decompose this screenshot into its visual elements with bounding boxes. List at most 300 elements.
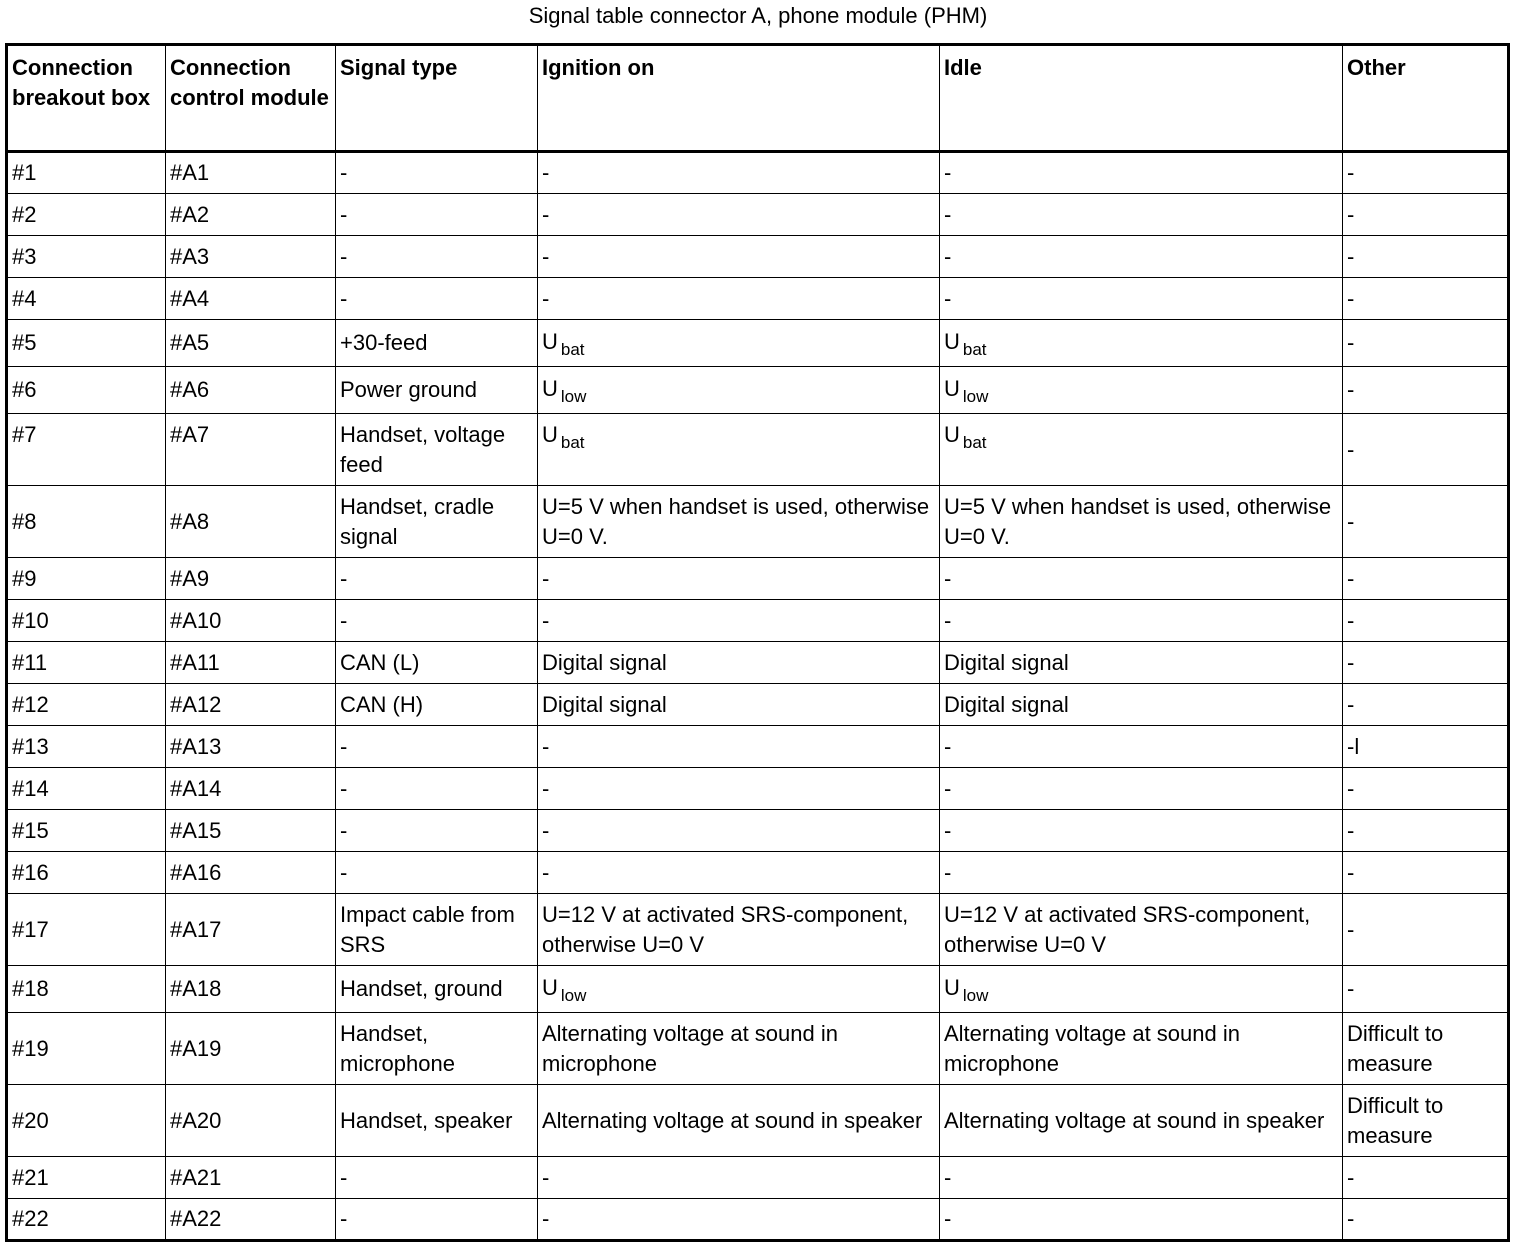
cell-control-module-text: #A7 [170, 422, 210, 447]
cell-control-module-text: #A18 [170, 976, 222, 1001]
cell-signal-type [336, 414, 538, 486]
cell-control-module [166, 194, 336, 236]
cell-ignition-on-text: Digital signal [542, 691, 667, 717]
cell-control-module-text: #A11 [170, 649, 220, 675]
cell-breakout-box [7, 367, 166, 414]
table-row [7, 152, 1509, 194]
cell-signal-type [336, 810, 538, 852]
cell-breakout-box-text: #18 [12, 976, 49, 1001]
cell-idle-subscript: bat [962, 340, 987, 359]
table-row [7, 367, 1509, 414]
cell-signal-type [336, 642, 538, 684]
col-header-control-module: Connection control module [166, 45, 336, 152]
cell-ignition-on [538, 194, 940, 236]
cell-control-module-text: #A22 [170, 1206, 222, 1231]
cell-breakout-box-text: #6 [12, 377, 37, 402]
cell-other-text: - [1347, 330, 1355, 355]
cell-other-text: - [1347, 160, 1355, 185]
cell-other [1343, 684, 1509, 726]
cell-control-module [166, 966, 336, 1013]
cell-signal-type-text: Handset, ground [340, 976, 503, 1001]
cell-ignition-on-text: U=5 V when handset is used, otherwise U=0 V. [542, 493, 930, 549]
cell-ignition-on [538, 894, 940, 966]
cell-breakout-box-text: #8 [12, 508, 37, 534]
table-row [7, 278, 1509, 320]
cell-signal-type-text: - [340, 1206, 348, 1231]
cell-other-text: - [1347, 817, 1355, 843]
cell-control-module-text: #A6 [170, 377, 210, 402]
cell-ignition-on-text: U [542, 376, 558, 401]
cell-other [1343, 642, 1509, 684]
cell-breakout-box [7, 1085, 166, 1157]
cell-signal-type-text: Power ground [340, 377, 477, 402]
cell-signal-type-text: Handset, microphone [340, 1020, 455, 1076]
cell-control-module-text: #A16 [170, 859, 222, 885]
cell-breakout-box [7, 414, 166, 486]
cell-signal-type-text: Handset, voltage feed [340, 422, 506, 477]
cell-control-module [166, 768, 336, 810]
table-row [7, 768, 1509, 810]
cell-idle-text: Digital signal [944, 691, 1069, 717]
cell-other [1343, 1157, 1509, 1199]
cell-control-module [166, 894, 336, 966]
cell-breakout-box-text: #20 [12, 1107, 49, 1133]
cell-breakout-box [7, 894, 166, 966]
cell-other-text: - [1347, 508, 1355, 534]
cell-signal-type [336, 894, 538, 966]
cell-idle-text: U [944, 422, 960, 447]
cell-control-module [166, 684, 336, 726]
cell-control-module-text: #A8 [170, 508, 210, 534]
cell-breakout-box [7, 852, 166, 894]
cell-breakout-box-text: #11 [12, 649, 48, 675]
cell-signal-type-text: - [340, 160, 348, 185]
table-row [7, 600, 1509, 642]
cell-breakout-box-text: #3 [12, 243, 37, 269]
cell-ignition-on-text: - [542, 733, 550, 759]
cell-idle-text: - [944, 243, 952, 269]
cell-idle-text: - [944, 160, 952, 185]
cell-idle [940, 558, 1343, 600]
table-row [7, 966, 1509, 1013]
cell-breakout-box [7, 320, 166, 367]
page-title: Signal table connector A, phone module (PHM) [528, 3, 988, 28]
cell-other-text: - [1347, 377, 1355, 402]
cell-idle [940, 768, 1343, 810]
cell-idle-text: Alternating voltage at sound in speaker [944, 1107, 1325, 1133]
cell-idle [940, 1085, 1343, 1157]
cell-control-module [166, 367, 336, 414]
cell-breakout-box [7, 768, 166, 810]
cell-breakout-box [7, 1157, 166, 1199]
cell-idle [940, 684, 1343, 726]
cell-idle-text: - [944, 201, 952, 227]
table-row [7, 414, 1509, 486]
cell-other-text: -l [1347, 733, 1360, 759]
cell-signal-type [336, 367, 538, 414]
cell-control-module-text: #A1 [170, 160, 210, 185]
cell-idle [940, 1157, 1343, 1199]
cell-idle-subscript: bat [962, 433, 987, 452]
table-row [7, 1085, 1509, 1157]
col-header-signal-type: Signal type [336, 45, 538, 152]
cell-control-module [166, 486, 336, 558]
cell-idle-text: - [944, 817, 952, 843]
cell-other [1343, 726, 1509, 768]
table-row [7, 894, 1509, 966]
cell-other [1343, 768, 1509, 810]
cell-ignition-on [538, 278, 940, 320]
cell-breakout-box [7, 152, 166, 194]
table-row [7, 810, 1509, 852]
cell-ignition-on-text: - [542, 607, 550, 633]
table-row [7, 852, 1509, 894]
cell-idle [940, 600, 1343, 642]
cell-control-module-text: #A9 [170, 565, 210, 591]
cell-signal-type [336, 558, 538, 600]
cell-idle-text: U [944, 329, 960, 354]
cell-control-module [166, 1013, 336, 1085]
cell-idle [940, 1199, 1343, 1241]
cell-control-module-text: #A4 [170, 285, 210, 311]
cell-ignition-on-subscript: low [560, 387, 587, 406]
table-row [7, 726, 1509, 768]
cell-other [1343, 1085, 1509, 1157]
cell-other-text: Difficult to measure [1347, 1020, 1444, 1076]
cell-signal-type-text: CAN (L) [340, 649, 420, 675]
cell-control-module-text: #A14 [170, 775, 222, 801]
cell-idle [940, 966, 1343, 1013]
cell-signal-type-text: - [340, 817, 348, 843]
cell-breakout-box-text: #12 [12, 691, 49, 717]
cell-idle-text: - [944, 565, 952, 591]
cell-other-text: - [1347, 691, 1355, 717]
cell-signal-type [336, 852, 538, 894]
cell-ignition-on-subscript: bat [560, 340, 585, 359]
cell-ignition-on-text: U=12 V at activated SRS-component, otherwise U=0 V [542, 901, 909, 957]
table-row [7, 642, 1509, 684]
cell-idle [940, 367, 1343, 414]
cell-breakout-box [7, 810, 166, 852]
cell-idle-text: U [944, 376, 960, 401]
cell-signal-type [336, 1085, 538, 1157]
cell-other-text: - [1347, 1206, 1355, 1231]
cell-ignition-on-text: U [542, 422, 558, 447]
cell-other-text: - [1347, 976, 1355, 1001]
cell-idle [940, 320, 1343, 367]
cell-breakout-box [7, 486, 166, 558]
cell-breakout-box [7, 684, 166, 726]
cell-control-module [166, 278, 336, 320]
table-row [7, 236, 1509, 278]
cell-breakout-box [7, 558, 166, 600]
cell-idle [940, 726, 1343, 768]
cell-idle-text: U=5 V when handset is used, otherwise U=0 V. [944, 493, 1332, 549]
cell-other-text: - [1347, 649, 1355, 675]
cell-signal-type [336, 600, 538, 642]
cell-signal-type [336, 768, 538, 810]
cell-signal-type-text: Handset, speaker [340, 1107, 513, 1133]
cell-breakout-box [7, 642, 166, 684]
cell-control-module [166, 558, 336, 600]
col-header-breakout-box: Connection breakout box [7, 45, 166, 152]
cell-signal-type [336, 320, 538, 367]
cell-signal-type-text: - [340, 733, 348, 759]
table-row [7, 684, 1509, 726]
cell-other [1343, 600, 1509, 642]
cell-ignition-on-text: - [542, 243, 550, 269]
cell-control-module [166, 414, 336, 486]
cell-idle-text: - [944, 1164, 952, 1190]
cell-breakout-box [7, 1013, 166, 1085]
cell-signal-type-text: - [340, 859, 348, 885]
cell-ignition-on-text: Alternating voltage at sound in microphone [542, 1020, 838, 1076]
cell-other [1343, 320, 1509, 367]
cell-ignition-on [538, 367, 940, 414]
cell-signal-type [336, 966, 538, 1013]
cell-signal-type [336, 726, 538, 768]
cell-control-module-text: #A21 [170, 1164, 222, 1190]
cell-ignition-on [538, 852, 940, 894]
cell-other-text: - [1347, 607, 1355, 633]
cell-ignition-on-text: Alternating voltage at sound in speaker [542, 1107, 923, 1133]
cell-idle-text: U [944, 975, 960, 1000]
cell-control-module [166, 1085, 336, 1157]
cell-ignition-on [538, 558, 940, 600]
cell-control-module-text: #A12 [170, 691, 222, 717]
cell-breakout-box [7, 278, 166, 320]
cell-idle [940, 810, 1343, 852]
cell-breakout-box-text: #22 [12, 1206, 49, 1231]
cell-control-module [166, 236, 336, 278]
cell-signal-type-text: - [340, 285, 348, 311]
table-row [7, 1013, 1509, 1085]
cell-control-module [166, 1157, 336, 1199]
cell-idle [940, 194, 1343, 236]
cell-signal-type [336, 1013, 538, 1085]
cell-ignition-on-text: - [542, 285, 550, 311]
table-row [7, 486, 1509, 558]
cell-control-module-text: #A15 [170, 817, 222, 843]
cell-ignition-on-text: U [542, 975, 558, 1000]
cell-ignition-on-text: - [542, 201, 550, 227]
cell-signal-type-text: - [340, 1164, 348, 1190]
cell-other-text: - [1347, 859, 1355, 885]
cell-breakout-box-text: #21 [12, 1164, 49, 1190]
cell-idle-text: - [944, 1206, 952, 1231]
cell-ignition-on [538, 152, 940, 194]
cell-signal-type [336, 152, 538, 194]
cell-idle-text: - [944, 733, 952, 759]
cell-signal-type-text: - [340, 607, 348, 633]
cell-idle [940, 152, 1343, 194]
cell-breakout-box-text: #5 [12, 330, 37, 355]
cell-idle [940, 278, 1343, 320]
cell-breakout-box-text: #17 [12, 916, 49, 942]
cell-ignition-on-subscript: bat [560, 433, 585, 452]
cell-other [1343, 852, 1509, 894]
cell-ignition-on-text: - [542, 817, 550, 843]
cell-control-module [166, 600, 336, 642]
cell-other [1343, 810, 1509, 852]
cell-control-module-text: #A5 [170, 330, 210, 355]
cell-ignition-on-text: - [542, 1206, 550, 1231]
cell-signal-type [336, 236, 538, 278]
cell-signal-type [336, 194, 538, 236]
cell-other [1343, 152, 1509, 194]
cell-signal-type-text: - [340, 201, 348, 227]
cell-other-text: - [1347, 916, 1355, 942]
cell-ignition-on [538, 810, 940, 852]
cell-control-module-text: #A17 [170, 916, 222, 942]
cell-idle [940, 852, 1343, 894]
cell-ignition-on-text: - [542, 775, 550, 801]
cell-idle-text: - [944, 607, 952, 633]
table-row [7, 320, 1509, 367]
cell-signal-type [336, 278, 538, 320]
cell-ignition-on [538, 726, 940, 768]
cell-other [1343, 1013, 1509, 1085]
cell-ignition-on [538, 320, 940, 367]
cell-other [1343, 367, 1509, 414]
cell-ignition-on-text: - [542, 1164, 550, 1190]
cell-breakout-box-text: #15 [12, 817, 49, 843]
cell-signal-type-text: Handset, cradle signal [340, 493, 495, 549]
cell-control-module-text: #A20 [170, 1107, 222, 1133]
cell-ignition-on [538, 236, 940, 278]
cell-idle [940, 486, 1343, 558]
cell-control-module-text: #A13 [170, 733, 222, 759]
cell-control-module-text: #A3 [170, 243, 210, 269]
cell-ignition-on [538, 414, 940, 486]
cell-breakout-box [7, 726, 166, 768]
cell-breakout-box [7, 600, 166, 642]
col-header-other: Other [1343, 45, 1509, 152]
cell-other-text: - [1347, 285, 1355, 311]
cell-other [1343, 894, 1509, 966]
cell-ignition-on-text: - [542, 160, 550, 185]
cell-breakout-box-text: #16 [12, 859, 49, 885]
cell-other-text: Difficult to measure [1347, 1092, 1444, 1148]
table-row [7, 558, 1509, 600]
table-row [7, 1157, 1509, 1199]
cell-ignition-on-text: - [542, 565, 550, 591]
cell-ignition-on [538, 684, 940, 726]
cell-signal-type-text: CAN (H) [340, 691, 424, 717]
cell-breakout-box [7, 236, 166, 278]
cell-ignition-on [538, 486, 940, 558]
cell-idle-text: Digital signal [944, 649, 1069, 675]
cell-control-module [166, 1199, 336, 1241]
cell-idle [940, 414, 1343, 486]
cell-ignition-on-text: Digital signal [542, 649, 667, 675]
cell-idle [940, 1013, 1343, 1085]
table-row [7, 1199, 1509, 1241]
cell-breakout-box-text: #19 [12, 1035, 49, 1061]
cell-other [1343, 278, 1509, 320]
cell-idle-subscript: low [962, 387, 989, 406]
cell-idle-text: - [944, 285, 952, 311]
cell-ignition-on-text: - [542, 859, 550, 885]
cell-signal-type [336, 486, 538, 558]
cell-signal-type-text: - [340, 775, 348, 801]
cell-other [1343, 236, 1509, 278]
cell-breakout-box-text: #13 [12, 733, 49, 759]
cell-breakout-box-text: #2 [12, 201, 37, 227]
cell-signal-type [336, 1157, 538, 1199]
cell-ignition-on [538, 768, 940, 810]
signal-table [5, 43, 1510, 1242]
cell-idle-text: U=12 V at activated SRS-component, otherwise U=0 V [944, 901, 1311, 957]
cell-other-text: - [1347, 243, 1355, 269]
cell-breakout-box [7, 1199, 166, 1241]
cell-breakout-box-text: #4 [12, 285, 37, 311]
cell-breakout-box-text: #9 [12, 565, 37, 591]
cell-signal-type-text: +30-feed [340, 330, 428, 355]
cell-idle [940, 236, 1343, 278]
cell-other-text: - [1347, 1164, 1355, 1190]
cell-control-module-text: #A2 [170, 201, 210, 227]
cell-other-text: - [1347, 436, 1355, 462]
cell-other-text: - [1347, 201, 1355, 227]
cell-ignition-on [538, 642, 940, 684]
cell-breakout-box [7, 194, 166, 236]
cell-other [1343, 966, 1509, 1013]
col-header-idle: Idle [940, 45, 1343, 152]
cell-ignition-on [538, 1157, 940, 1199]
cell-idle-subscript: low [962, 986, 989, 1005]
cell-idle-text: - [944, 775, 952, 801]
header-row [7, 45, 1509, 152]
cell-control-module-text: #A19 [170, 1035, 222, 1061]
cell-idle-text: Alternating voltage at sound in microphone [944, 1020, 1240, 1076]
cell-signal-type [336, 684, 538, 726]
cell-control-module-text: #A10 [170, 607, 222, 633]
cell-breakout-box-text: #1 [12, 160, 37, 185]
cell-idle-text: - [944, 859, 952, 885]
cell-other [1343, 558, 1509, 600]
cell-control-module [166, 810, 336, 852]
cell-breakout-box [7, 966, 166, 1013]
cell-other [1343, 414, 1509, 486]
cell-ignition-on [538, 966, 940, 1013]
cell-other-text: - [1347, 775, 1355, 801]
cell-idle [940, 894, 1343, 966]
cell-signal-type-text: Impact cable from SRS [340, 901, 515, 957]
cell-control-module [166, 642, 336, 684]
cell-control-module [166, 152, 336, 194]
cell-other [1343, 194, 1509, 236]
cell-control-module [166, 852, 336, 894]
cell-other [1343, 486, 1509, 558]
cell-signal-type [336, 1199, 538, 1241]
cell-ignition-on [538, 1013, 940, 1085]
cell-idle [940, 642, 1343, 684]
cell-ignition-on [538, 1085, 940, 1157]
col-header-ignition-on: Ignition on [538, 45, 940, 152]
cell-breakout-box-text: #14 [12, 775, 49, 801]
cell-ignition-on-text: U [542, 329, 558, 354]
cell-ignition-on [538, 1199, 940, 1241]
cell-other [1343, 1199, 1509, 1241]
cell-other-text: - [1347, 565, 1355, 591]
table-row [7, 194, 1509, 236]
cell-signal-type-text: - [340, 243, 348, 269]
cell-control-module [166, 320, 336, 367]
cell-ignition-on-subscript: low [560, 986, 587, 1005]
cell-breakout-box-text: #10 [12, 607, 49, 633]
cell-breakout-box-text: #7 [12, 422, 37, 447]
